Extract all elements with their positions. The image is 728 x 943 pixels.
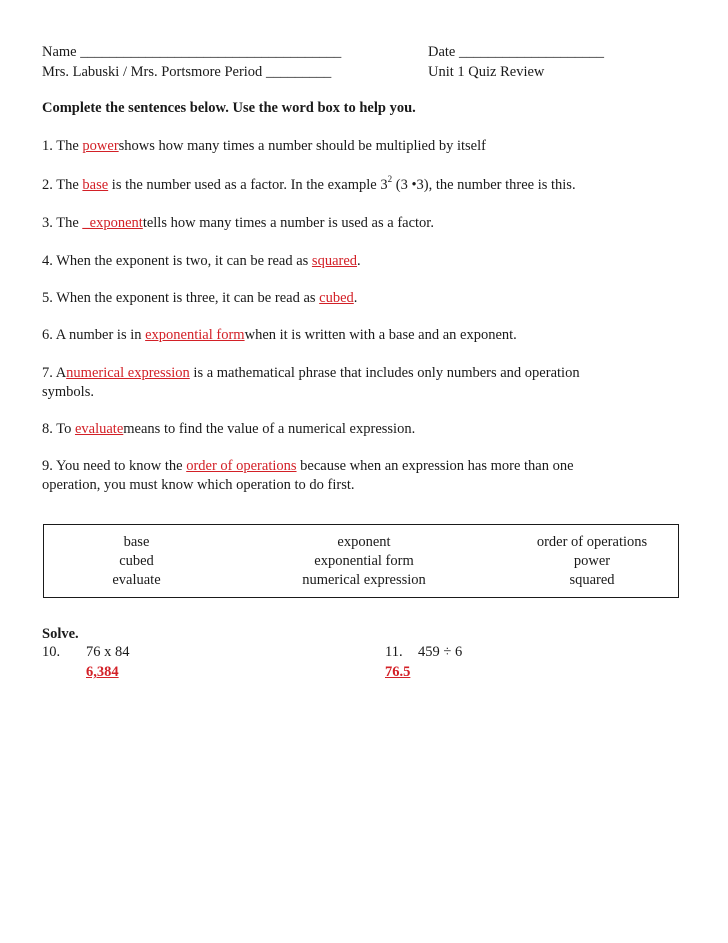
word-exponent: exponent — [337, 534, 391, 550]
problem-11-number: 11. — [385, 644, 403, 660]
word-numerical-expression: numerical expression — [302, 572, 426, 588]
problem-10: 76 x 84 — [86, 644, 130, 660]
solve-heading: Solve. — [42, 626, 79, 642]
word-base: base — [123, 534, 150, 550]
answer-base: base — [82, 177, 109, 193]
word-box — [43, 524, 679, 598]
word-box-column-3 — [522, 533, 662, 590]
date-blank: ____________________ — [459, 44, 604, 60]
question-text: (3 •3), the number three is this. — [392, 177, 576, 193]
question-text: 4. When the exponent is two, it can be read as — [42, 253, 312, 269]
name-blank: ____________________________________ — [80, 44, 342, 60]
question-7-continued: symbols. — [42, 384, 94, 400]
question-text: . — [357, 253, 361, 269]
page-title: Unit 1 Quiz Review — [428, 64, 545, 80]
answer-exponent: _exponent — [82, 215, 143, 231]
exponent-superscript: 2 — [387, 174, 393, 185]
problem-10-answer: 6,384 — [86, 664, 119, 680]
date-line — [428, 44, 604, 61]
answer-evaluate: evaluate — [74, 421, 124, 437]
answer-squared: squared — [311, 253, 358, 269]
problem-10-number: 10. — [42, 644, 61, 660]
name-label: Name — [42, 44, 77, 60]
question-text: because when an expression has more than one — [296, 458, 574, 474]
question-text: when it is written with a base and an exponent. — [244, 327, 517, 343]
question-9-continued: operation, you must know which operation to do first. — [42, 477, 355, 493]
teachers-period-line — [42, 64, 331, 81]
answer-cubed: cubed — [319, 290, 354, 306]
question-3 — [42, 215, 434, 232]
question-5 — [42, 290, 357, 307]
word-order-of-operations: order of operations — [536, 534, 648, 550]
question-text: means to find the value of a numerical expression. — [123, 421, 416, 437]
answer-power: power — [82, 138, 119, 154]
word-evaluate: evaluate — [112, 572, 161, 588]
question-8 — [42, 421, 415, 438]
question-text: is the number used as a factor. In the example 3 — [108, 177, 388, 193]
question-6 — [42, 327, 517, 344]
instructions: Complete the sentences below. Use the word box to help you. — [42, 100, 416, 116]
answer-exponential-form: exponential form — [145, 327, 245, 343]
period-blank: _________ — [265, 64, 332, 80]
word-box-column-1 — [74, 533, 199, 590]
word-cubed: cubed — [119, 553, 154, 569]
word-squared: squared — [569, 572, 615, 588]
question-2 — [42, 174, 576, 194]
question-text: 7. A — [42, 365, 67, 381]
question-9 — [42, 458, 574, 475]
problem-11-answer: 76.5 — [385, 664, 411, 680]
question-text: 2. The — [42, 177, 83, 193]
question-text: 3. The — [42, 215, 83, 231]
question-text: . — [353, 290, 358, 306]
answer-numerical-expression: numerical expression — [66, 365, 190, 381]
question-text: tells how many times a number is used as a factor. — [142, 215, 434, 231]
question-7 — [42, 365, 580, 382]
question-1 — [42, 138, 486, 155]
question-text: is a mathematical phrase that includes only numbers and operation — [189, 365, 580, 381]
word-power: power — [573, 553, 611, 569]
question-text: 5. When the exponent is three, it can be read as — [42, 290, 320, 306]
word-box-column-2 — [284, 533, 444, 590]
question-text: 8. To — [42, 421, 75, 437]
teachers-period: Mrs. Labuski / Mrs. Portsmore Period — [42, 64, 263, 80]
word-exponential-form: exponential form — [314, 553, 414, 569]
name-line — [42, 44, 341, 61]
question-text: 9. You need to know the — [42, 458, 187, 474]
question-text: 6. A number is in — [42, 327, 146, 343]
question-text: 1. The — [42, 138, 83, 154]
answer-order-of-operations: order of operations — [186, 458, 297, 474]
problem-11: 459 ÷ 6 — [418, 644, 463, 660]
question-text: shows how many times a number should be multiplied by itself — [118, 138, 486, 154]
question-4 — [42, 253, 361, 270]
date-label: Date — [428, 44, 456, 60]
